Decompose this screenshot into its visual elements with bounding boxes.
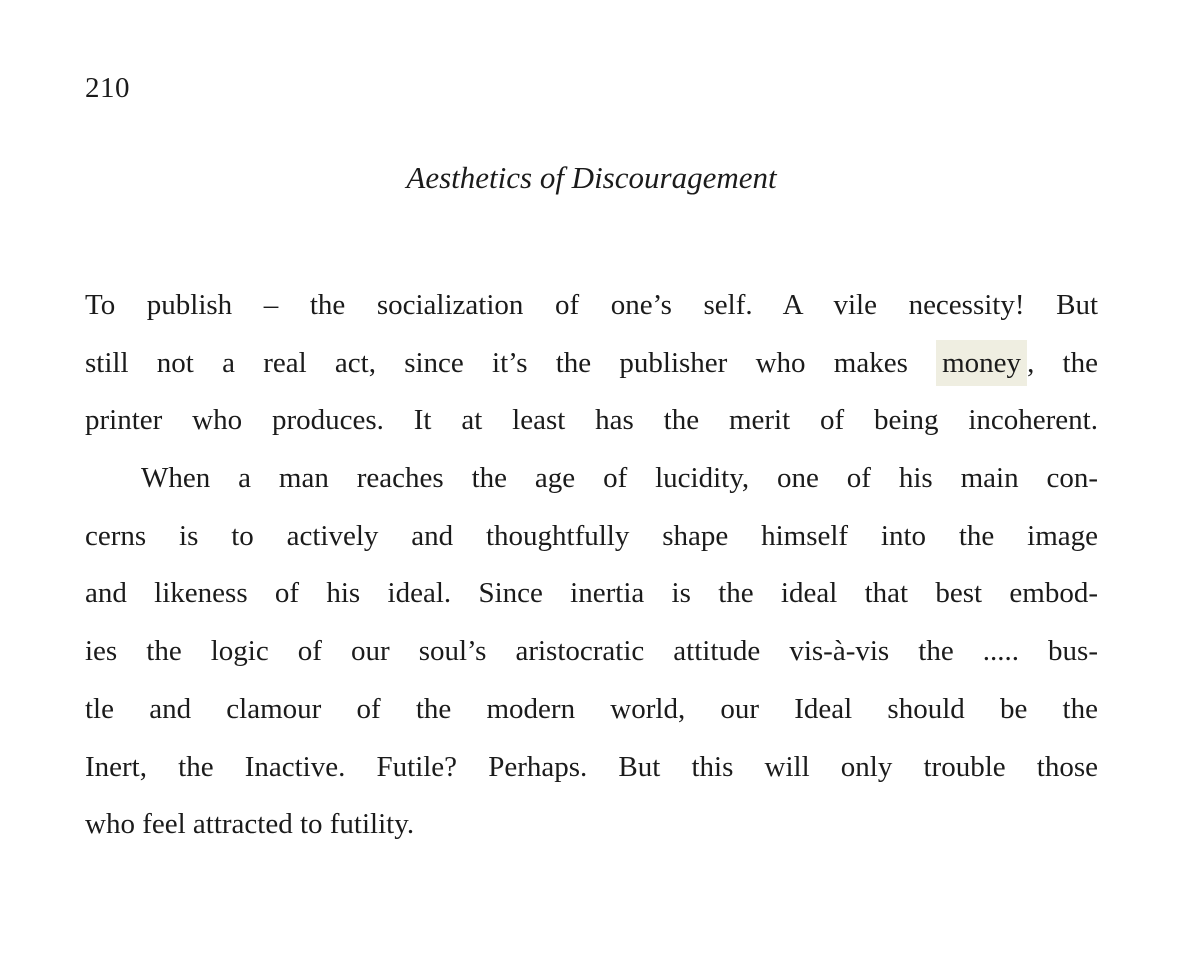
text-line: Inert, the Inactive. Futile? Perhaps. But this will only trouble those (85, 750, 1098, 783)
highlighted-word: money (936, 340, 1027, 386)
body-text (85, 277, 1098, 854)
text-line: printer who produces. It at least has the merit of being incoherent. (85, 404, 1098, 437)
text-line: tle and clamour of the modern world, our Ideal should be the (85, 692, 1098, 725)
text-line: ies the logic of our soul’s aristocratic attitude vis-à-vis the ..... bus- (85, 635, 1098, 668)
text-line: When a man reaches the age of lucidity, one of his main con- (141, 462, 1098, 495)
text-line: cerns is to actively and thoughtfully shape himself into the image (85, 519, 1098, 552)
text-line: and likeness of his ideal. Since inertia is the ideal that best embod- (85, 577, 1098, 610)
text-line: who feel attracted to futility. (85, 808, 415, 841)
page-number: 210 (85, 72, 130, 104)
chapter-title: Aesthetics of Discouragement (406, 160, 777, 195)
text-line: To publish – the socialization of one’s self. A vile necessity! But (85, 289, 1098, 321)
text-line: still not a real act, since it’s the publisher who makes money , the (85, 335, 1098, 393)
